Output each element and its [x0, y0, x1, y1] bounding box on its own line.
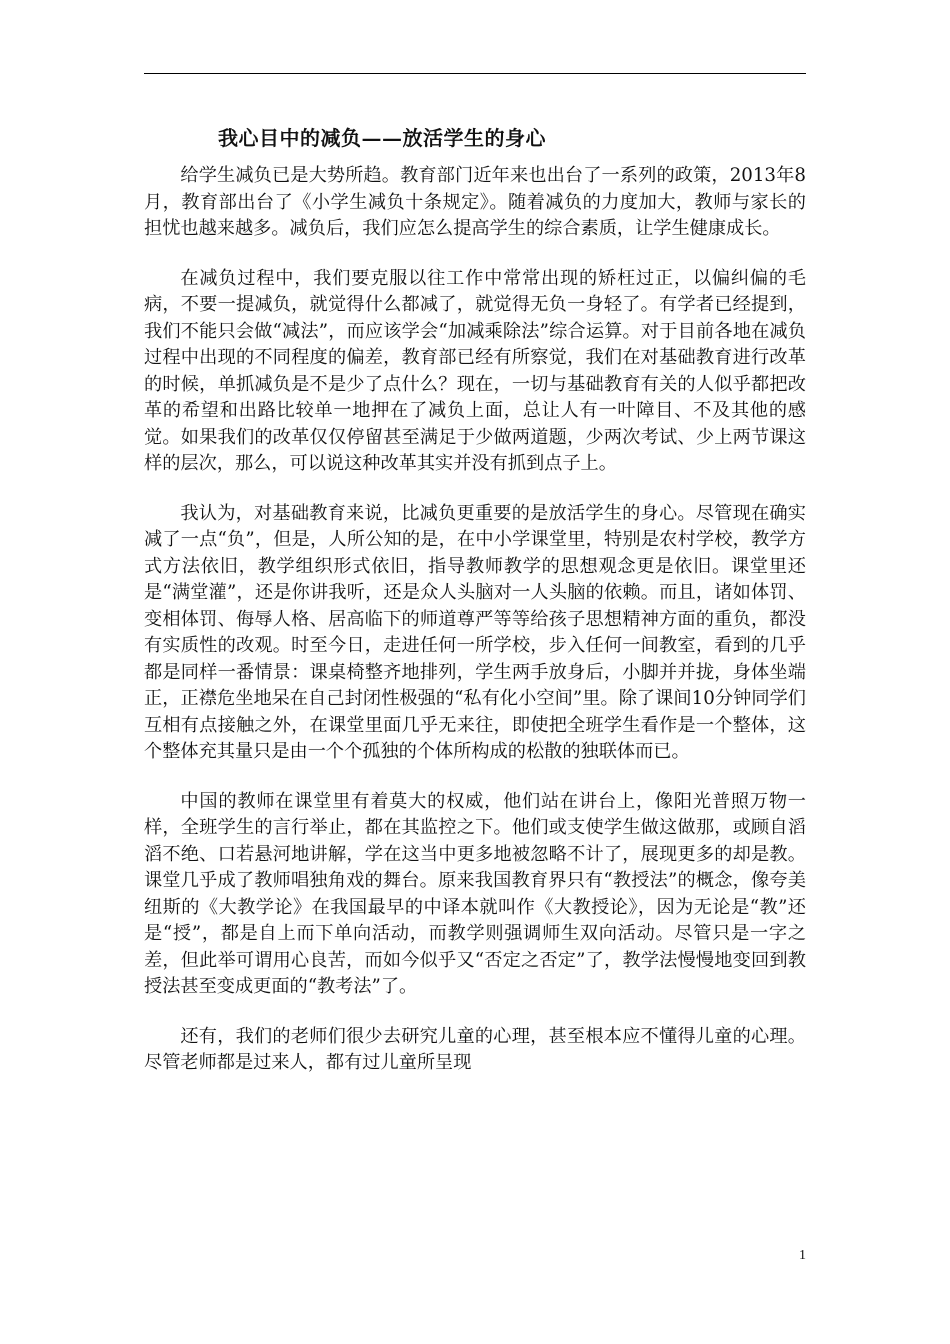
header-rule: [144, 73, 806, 74]
page-number: 1: [799, 1248, 806, 1263]
paragraph-3: 我认为，对基础教育来说，比减负更重要的是放活学生的身心。尽管现在确实减了一点“负”，但是，人所公知的是，在中小学课堂里，特别是农村学校，教学方式方法依旧，教学组织形式依旧，指导教师教学的思想观念更是依旧。课堂里还是“满堂灌”，还是你讲我听，还是众人头脑对一人头脑的依赖。而且，诸如体罚、变相体罚、侮辱人格、居高临下的师道尊严等等给孩子思想精神方面的重负，都没有实质性的改观。时至今日，走进任何一所学校，步入任何一间教室，看到的几乎都是同样一番情景：课桌椅整齐地排列，学生两手放身后，小脚并并拢，身体坐端正，正襟危坐地呆在自己封闭性极强的“私有化小空间”里。除了课间10分钟同学们互相有点接触之外，在课堂里面几乎无来往，即使把全班学生看作是一个整体，这个整体充其量只是由一个个孤独的个体所构成的松散的独联体而已。: [144, 502, 806, 762]
paragraph-1: 给学生减负已是大势所趋。教育部门近年来也出台了一系列的政策，2013年8月，教育部出台了《小学生减负十条规定》。随着减负的力度加大，教师与家长的担忧也越来越多。减负后，我们应怎么提高学生的综合素质，让学生健康成长。: [144, 165, 806, 239]
paragraph-2: 在减负过程中，我们要克服以往工作中常常出现的矫枉过正，以偏纠偏的毛病，不要一提减负，就觉得什么都减了，就觉得无负一身轻了。有学者已经提到，我们不能只会做“减法”，而应该学会“加减乘除法”综合运算。对于目前各地在减负过程中出现的不同程度的偏差，教育部已经有所察觉，我们在对基础教育进行改革的时候，单抓减负是不是少了点什么？现在，一切与基础教育有关的人似乎都把改革的希望和出路比较单一地押在了减负上面，总让人有一叶障目、不及其他的感觉。如果我们的改革仅仅停留甚至满足于少做两道题，少两次考试、少上两节课这样的层次，那么，可以说这种改革其实并没有抓到点子上。: [144, 267, 806, 474]
document-title: 我心目中的减负——放活学生的身心: [218, 126, 546, 150]
document-body: [144, 163, 806, 1100]
paragraph-5: 还有，我们的老师们很少去研究儿童的心理，甚至根本应不懂得儿童的心理。尽管老师都是过来人，都有过儿童所呈现: [144, 1025, 806, 1073]
paragraph-4: 中国的教师在课堂里有着莫大的权威，他们站在讲台上，像阳光普照万物一样，全班学生的言行举止，都在其监控之下。他们或支使学生做这做那，或顾自滔滔不绝、口若悬河地讲解，学在这当中更多地被忽略不计了，展现更多的却是教。课堂几乎成了教师唱独角戏的舞台。原来我国教育界只有“教授法”的概念，像夸美纽斯的《大教学论》在我国最早的中译本就叫作《大教授论》，因为无论是“教”还是“授”，都是自上而下单向活动，而教学则强调师生双向活动。尽管只是一字之差，但此举可谓用心良苦，而如今似乎又“否定之否定”了，教学法慢慢地变回到教授法甚至变成更面的“教考法”了。: [144, 790, 806, 997]
